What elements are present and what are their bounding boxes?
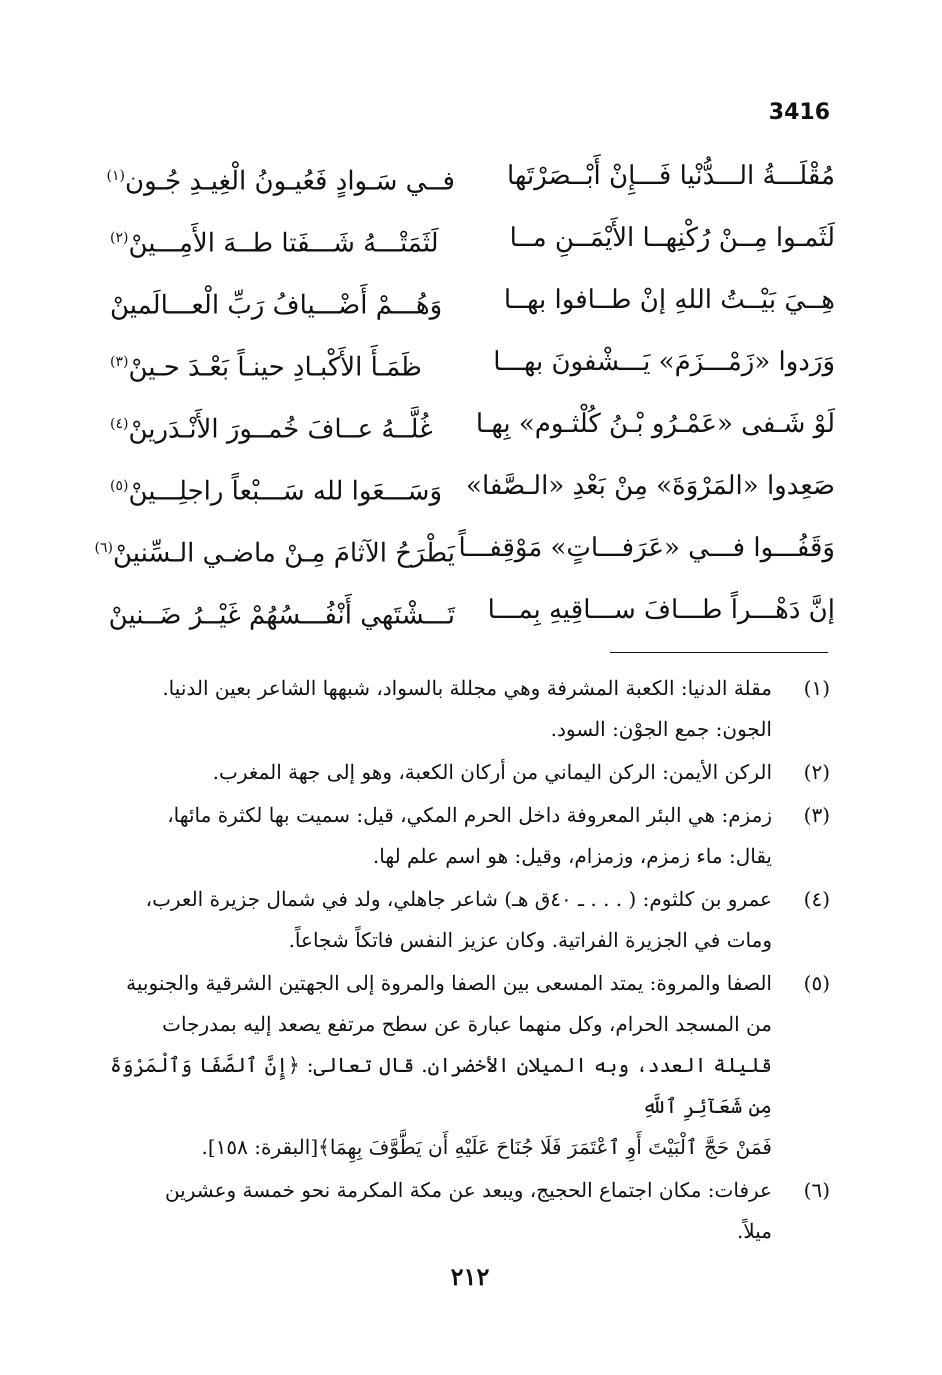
verse-first-hemistich: إنَّ دَهْـــراً طـــافَ ســـاقِيهِ بِمـــا bbox=[487, 595, 835, 625]
verse-first-hemistich: هِــيَ بَيْــتُ اللهِ إنْ طــافوا بهــا bbox=[503, 285, 835, 315]
footnote-text: عرفات: مكان اجتماع الحجيج، ويبعد عن مكة المكرمة نحو خمسة وعشرين ميلاً. bbox=[164, 1178, 772, 1243]
verse-second-hemistich: ظَمَـأَ الأَكْبـادِ حينـاً بَعْـدَ حـينْ$^{(٣)}$ bbox=[110, 352, 422, 383]
footnote-text: مقلة الدنيا: الكعبة المشرفة وهي مجللة بالسواد، شبهها الشاعر بعين الدنيا. الجون: جمع الجوْن: السود. bbox=[162, 676, 772, 741]
footnote-number: (٢) bbox=[803, 760, 830, 784]
footnote-ref: (٢) bbox=[110, 230, 129, 246]
footnote-text: عمرو بن كلثوم: ( . . . ـ ٤٠ق هـ) شاعر جاهلي، ولد في شمال جزيرة العرب، ومات في الجزيرة الفراتية. وكان عزيز النفس فاتكاً شجاعاً. bbox=[145, 887, 772, 952]
footnote-ref: (٣) bbox=[110, 354, 129, 370]
footnote-ref: (٤) bbox=[110, 416, 129, 432]
footnote bbox=[110, 879, 830, 961]
verse bbox=[110, 334, 835, 396]
footnote bbox=[110, 795, 830, 877]
footnote bbox=[110, 1170, 830, 1252]
footnotes bbox=[110, 668, 830, 1254]
verse-second-hemistich: وَهُـــمْ أَضْـــيافُ رَبِّ الْعـــالَمينْ bbox=[110, 290, 443, 321]
verse bbox=[106, 148, 835, 210]
verse-first-hemistich: لَوْ شَـفى «عَمْـرُو بْـنُ كُلْثـوم» بِهـا bbox=[475, 409, 835, 439]
footnote-ref: (٥) bbox=[110, 478, 129, 494]
footnote bbox=[110, 668, 830, 750]
verse bbox=[110, 210, 835, 272]
verse-second-hemistich: وَسَـــعَوا لله سَـــبْعاً راجلِـــينْ$^{(٥)}$ bbox=[110, 476, 443, 507]
verse-first-hemistich: وَقَفُـــوا فـــي «عَرَفـــاتٍ» مَوْقِفـــاً bbox=[458, 533, 835, 563]
verse bbox=[110, 272, 835, 334]
footnote-text: زمزم: هي البئر المعروفة داخل الحرم المكي، قيل: سميت بها لكثرة مائها، يقال: ماء زمزم، وزمزام، وقيل: هو اسم علم لها. bbox=[167, 803, 772, 868]
verse-second-hemistich: تَـــشْتَهي أَنْفُـــسُهُمْ غَيْــرُ ضَــنينْ bbox=[108, 600, 455, 631]
footnote-number: (٣) bbox=[803, 803, 830, 827]
footnote-text: الركن الأيمن: الركن اليماني من أركان الكعبة، وهو إلى جهة المغرب. bbox=[212, 760, 772, 784]
verse-second-hemistich: يَطْرَحُ الآثامَ مِـنْ ماضـي الـسِّنينْ$^{(٦)}$ bbox=[94, 538, 455, 569]
verse-second-hemistich: غُلَّــهُ عــافَ خُمــورَ الأَنْـدَرينْ$^{(٤)}$ bbox=[110, 414, 433, 445]
poem bbox=[94, 148, 835, 644]
verse-first-hemistich: لَثَمـوا مِــنْ رُكْنِهــا الأَيْمَــنِ مــا bbox=[509, 223, 835, 253]
footnote-number: (٥) bbox=[803, 971, 830, 995]
footnote-number: (٤) bbox=[803, 887, 830, 911]
footnote-ref: (١) bbox=[106, 168, 125, 184]
verse bbox=[110, 396, 835, 458]
verse bbox=[110, 582, 835, 644]
footnote bbox=[110, 752, 830, 793]
footnote-number: (٦) bbox=[803, 1178, 830, 1202]
verse-second-hemistich: لَثَمَتْـــهُ شَـــفَتا طــهَ الأَمِـــينْ$^{(٢)}$ bbox=[110, 228, 439, 259]
verse-second-hemistich: فــي سَـوادٍ فَعُيـونُ الْغِيـدِ جُـون$^{(١)}$ bbox=[106, 166, 455, 197]
page-id: 3416 bbox=[768, 100, 830, 125]
verse bbox=[110, 458, 835, 520]
verse-first-hemistich: صَعِدوا «المَرْوَةَ» مِنْ بَعْدِ «الـصَّفا» bbox=[466, 471, 835, 501]
verse-first-hemistich: وَرَدوا «زَمْـــزَمَ» يَـــشْفونَ بهـــا bbox=[493, 347, 835, 377]
footnote bbox=[110, 963, 830, 1168]
verse-first-hemistich: مُقْلَـــةُ الـــدُّنْيا فَـــإِنْ أَبْــصَرْتَها bbox=[507, 161, 835, 191]
footnote-number: (١) bbox=[803, 676, 830, 700]
page-number: ٢١٢ bbox=[450, 1262, 490, 1291]
verse bbox=[94, 520, 835, 582]
footnote-text: الصفا والمروة: يمتد المسعى بين الصفا والمروة إلى الجهتين الشرقية والجنوبية من المسجد الحرام، وكل منهما عبارة عن سطح مرتفع يصعد إليه بمدرجات قليلة العدد، وبه الميلان الأخضران. قال تعالى: ﴿إِنَّ ٱلصَّفَا وَٱلْمَرْوَةَ مِن شَعَآئِرِ ٱللَّهِ فَمَنْ حَجَّ ٱلْبَيْتَ أَوِ ٱعْتَمَرَ فَلَا جُنَاحَ عَلَيْهِ أَن يَطَّوَّفَ بِهِمَا﴾[البقرة: ١٥٨]. bbox=[110, 971, 772, 1159]
footnote-divider bbox=[610, 652, 828, 653]
footnote-ref: (٦) bbox=[94, 540, 113, 556]
